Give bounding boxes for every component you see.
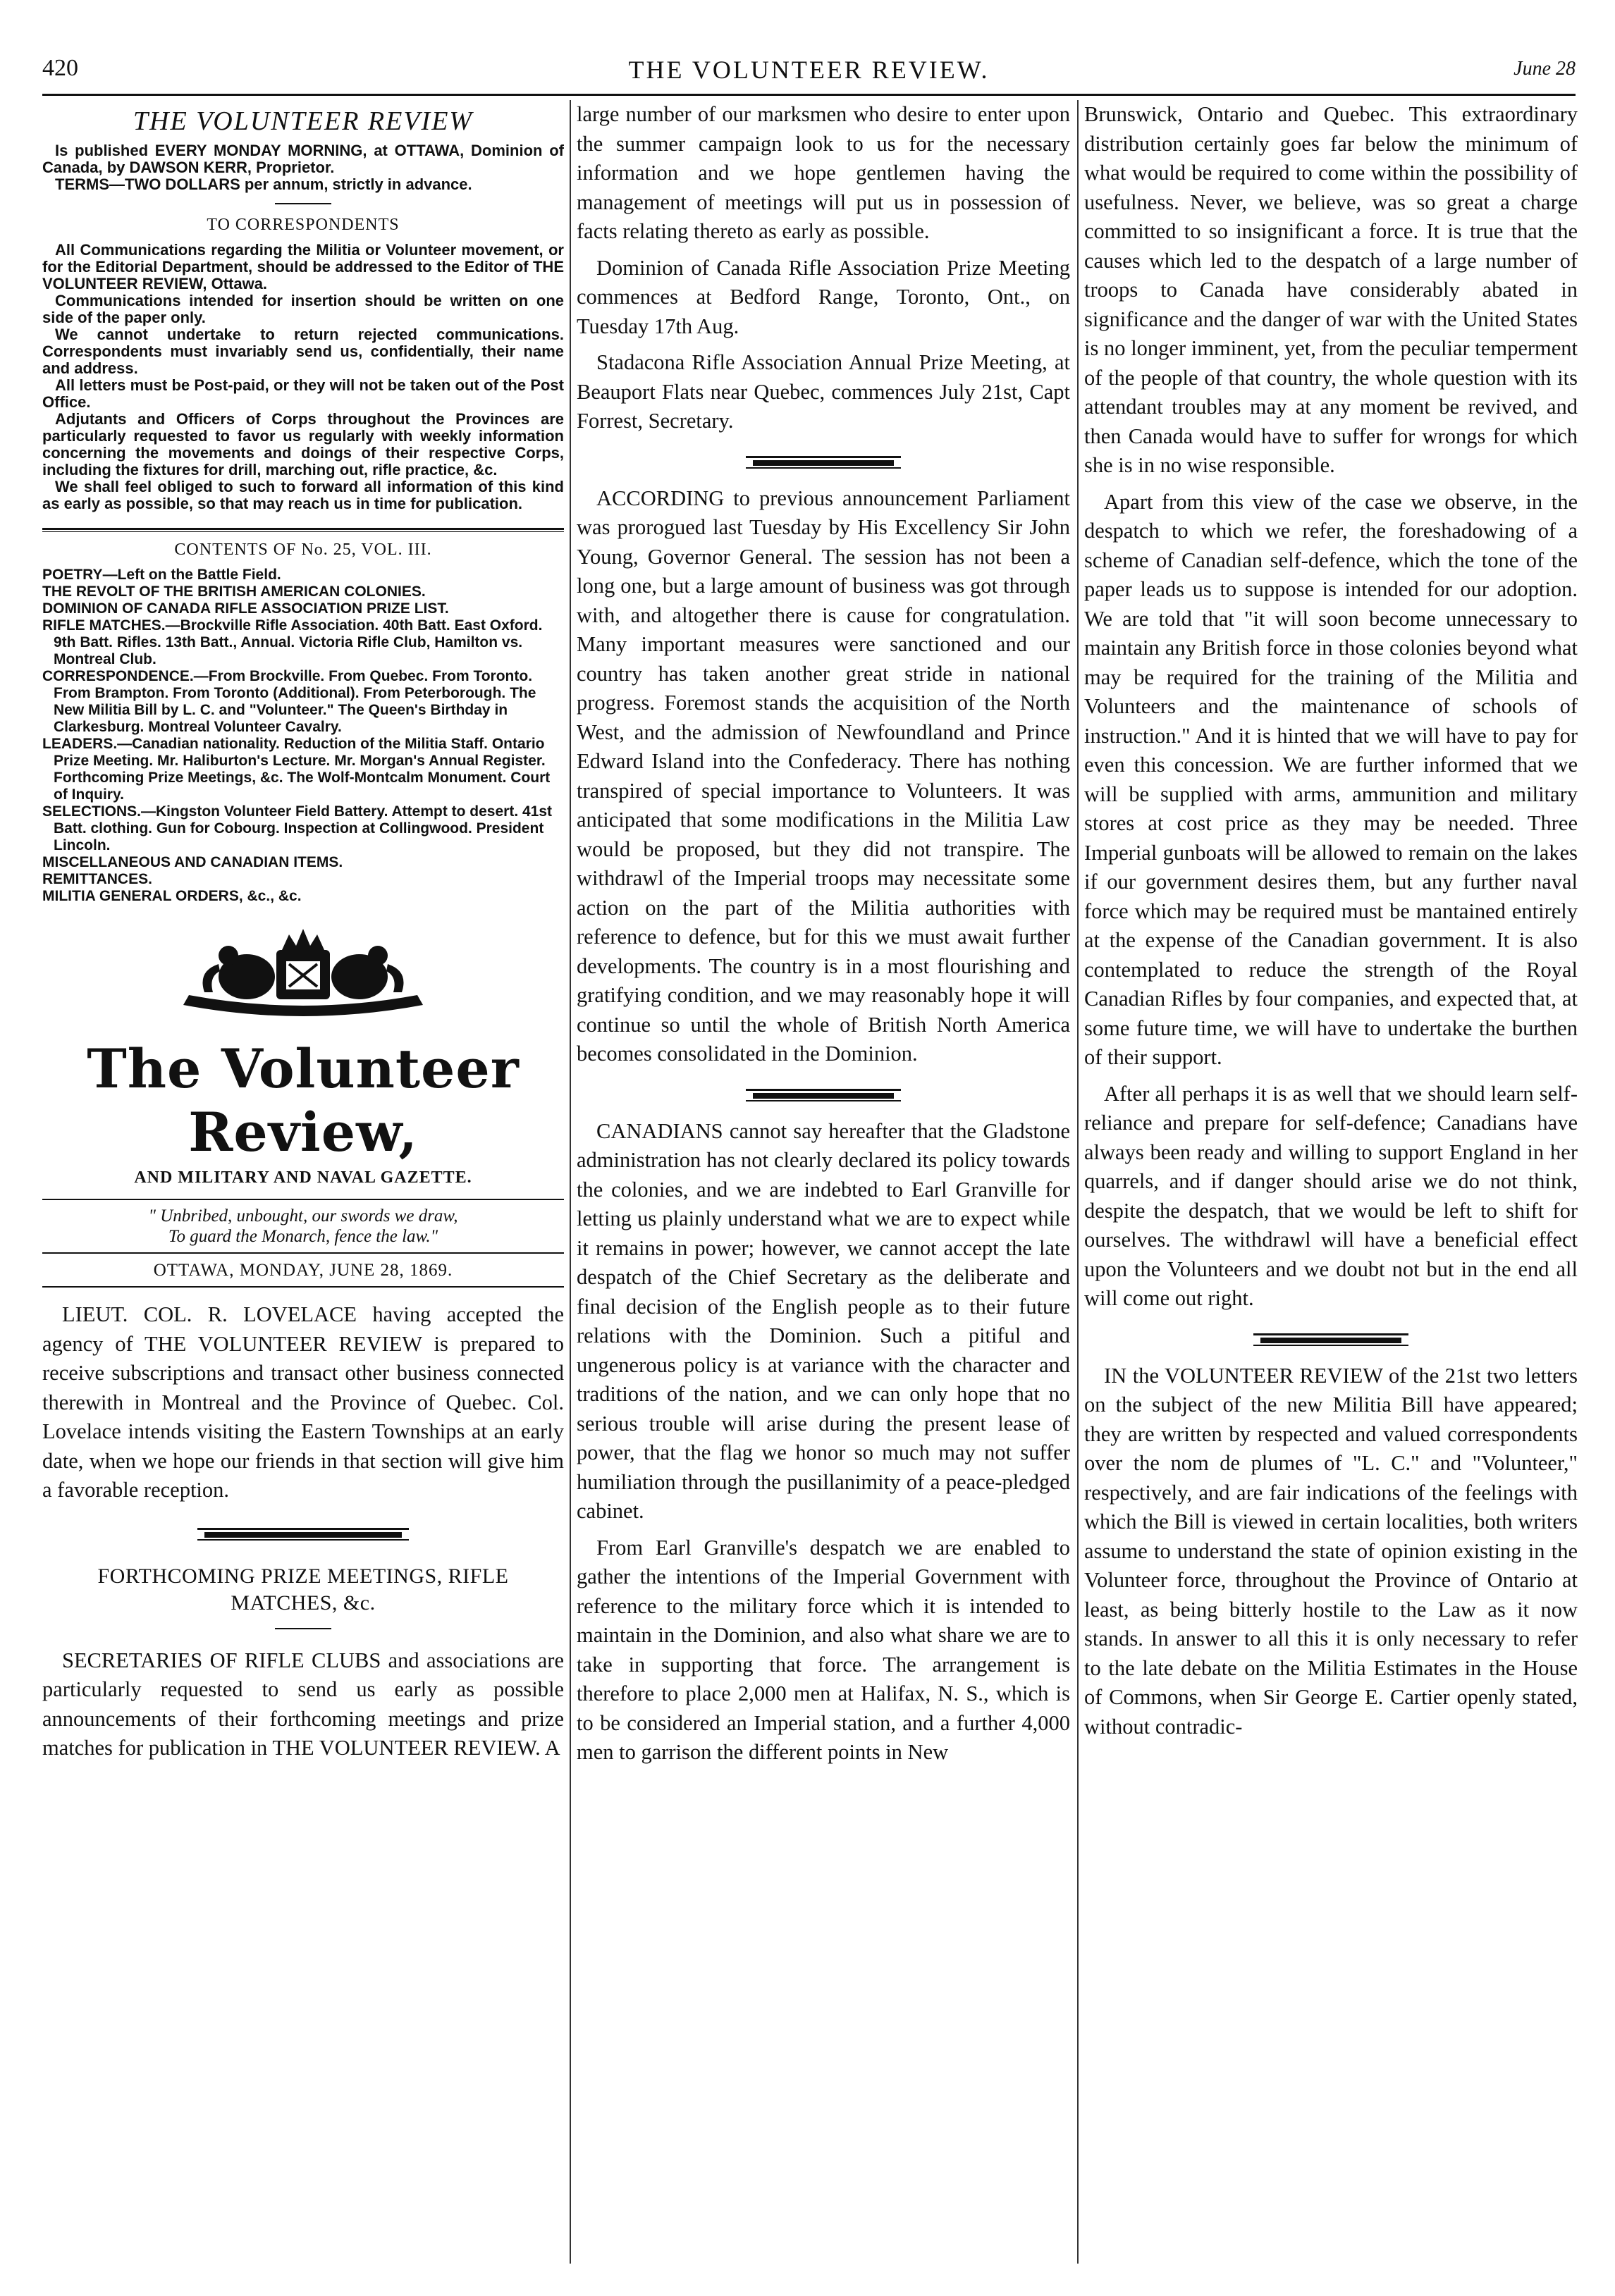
section-heading-line: FORTHCOMING PRIZE MEETINGS, RIFLE <box>97 1564 509 1588</box>
divider <box>42 1286 564 1288</box>
article-paragraph: LIEUT. COL. R. LOVELACE having accepted the agency of THE VOLUNTEER REVIEW is prepared to receive subscriptions and transact other business connected therewith in Montreal and the Province of Quebec. Col. Lovelace intends visiting the Eastern Townships at an early date, when we hope our friends in that section will give him a favorable reception. <box>42 1302 564 1502</box>
motto-line: To guard the Monarch, fence the law." <box>168 1227 438 1246</box>
newspaper-subtitle: AND MILITARY AND NAVAL GAZETTE. <box>134 1168 472 1187</box>
article-paragraph: large number of our marksmen who desire to enter upon the summer campaign look to us for the necessary information and we hope gentlemen having the management of meetings will put us in possession of facts relating thereto as early as possible. <box>577 102 1070 243</box>
divider <box>275 203 331 204</box>
article-body <box>1084 100 1578 1314</box>
contents-item: MISCELLANEOUS AND CANADIAN ITEMS. <box>42 854 343 870</box>
contents-item: RIFLE MATCHES.—Brockville Rifle Association. 40th Batt. East Oxford. 9th Batt. Rifles. 13th Batt., Annual. Victoria Rifle Club, Hamilton vs. Montreal Club. <box>42 617 543 667</box>
divider <box>275 1628 331 1629</box>
running-header <box>42 49 1576 96</box>
article-paragraph: Dominion of Canada Rifle Association Prize Meeting commences at Bedford Range, Toronto, Ont., on Tuesday 17th Aug. <box>577 255 1070 338</box>
article-paragraph: After all perhaps it is as well that we should learn self-reliance and prepare for self-defence; Canadians have always been ready and willing to support England in her quarrels, and if danger should arise we do not think, despite the despatch, that we would be left to shift for ourselves. The withdrawl will have a beneficial effect upon the Volunteers and we doubt not but in the end all will come out right. <box>1084 1081 1578 1310</box>
article-paragraph: Brunswick, Ontario and Quebec. This extraordinary distribution certainly goes far below the minimum of what would be required to come within the possibility of usefulness. Never, we believe, was so great a charge committed to so insignificant a force. It is true that the causes which led to the despatch of a large number of troops to Canada have considerably abated in significance and the danger of war with the United States is no longer imminent, yet, from the peculiar temperment of the people of that country, the whole question with its attendant troubles may at any moment be revived, and then Canada would have to suffer for wrongs for which she is in no wise responsible. <box>1084 102 1578 477</box>
article-body <box>577 100 1070 436</box>
article-paragraph: CANADIANS cannot say hereafter that the Gladstone administration has not clearly declared its policy towards the colonies, and we are indebted to Earl Granville for letting us plainly understand what we are to expect while it remains in power; however, we cannot accept the late despatch of the Chief Secretary as the deliberate and final decision of the English people as to their future relations with the Dominion. Such a pitiful and ungenerous policy is at variance with the character and traditions of the nation, and we can only hope that no serious trouble will arise during the present lease of power, that the flag we honor so much may not suffer humiliation through the pusillanimity of a peace-pledged cabinet. <box>577 1118 1070 1523</box>
correspondents-paragraph: All letters must be Post-paid, or they will not be taken out of the Post Office. <box>42 376 564 411</box>
page-number: 420 <box>42 55 78 81</box>
issue-dateline: OTTAWA, MONDAY, JUNE 28, 1869. <box>153 1261 453 1280</box>
correspondents-notices <box>42 242 564 512</box>
contents-item: LEADERS.—Canadian nationality. Reduction of the Militia Staff. Ontario Prize Meeting. Mr. Haliburton's Lecture. Mr. Morgan's Annual Register. Forthcoming Prize Meetings, &c. The Wolf-Montcalm Monument. Court of Inquiry. <box>42 736 551 803</box>
section-heading <box>42 1563 564 1617</box>
contents-list <box>42 567 564 905</box>
article-paragraph: IN the VOLUNTEER REVIEW of the 21st two letters on the subject of the new Militia Bill have appeared; they are written by respected and valued correspondents over the nom de plumes of "L. C." and "Volunteer," respectively, and are fair indications of the feelings with which the Bill is viewed in certain localities, both writers assume to understand the state of opinion existing in the Volunteer force, throughout the Province of Ontario at least, as being bitterly hostile to the Law as it now stands. In answer to all this it is only necessary to refer to the late debate on the Militia Estimates in the House of Commons, when Sir George E. Cartier openly stated, without contradic- <box>1084 1363 1578 1739</box>
motto <box>42 1206 564 1247</box>
article-body <box>577 484 1070 1069</box>
contents-item: DOMINION OF CANADA RIFLE ASSOCIATION PRIZE LIST. <box>42 600 449 617</box>
masthead-title: THE VOLUNTEER REVIEW <box>133 106 474 136</box>
motto-line: " Unbribed, unbought, our swords we draw, <box>148 1206 458 1226</box>
ornamental-rule-icon <box>746 455 901 470</box>
divider <box>42 1199 564 1200</box>
correspondents-paragraph: All Communications regarding the Militia or Volunteer movement, or for the Editorial Department, should be addressed to the Editor of THE VOLUNTEER REVIEW, Ottawa. <box>42 241 564 292</box>
article-paragraph: SECRETARIES OF RIFLE CLUBS and associations are particularly requested to send us early as possible announcements of their forthcoming meetings and prize matches for publication in THE VOLUNTEER REVIEW. A <box>42 1648 564 1760</box>
article-body <box>1084 1362 1578 1742</box>
correspondents-paragraph: We cannot undertake to return rejected communications. Correspondents must invariably send us, confidentially, their name and address. <box>42 326 564 377</box>
royal-crest-icon <box>155 922 451 1027</box>
ornamental-rule-icon <box>1253 1332 1408 1347</box>
article-paragraph: From Earl Granville's despatch we are enabled to gather the intentions of the Imperial Government with reference to the military force which it is intended to maintain in the Dominion, and also what share we are to take in supporting that force. The arrangement is therefore to place 2,000 men at Halifax, N. S., which is to be considered an Imperial station, and a further 4,000 men to garrison the different points in New <box>577 1535 1070 1764</box>
ornamental-rule-icon <box>746 1087 901 1103</box>
running-date: June 28 <box>1513 58 1576 80</box>
publication-notice-block <box>42 142 564 193</box>
article-body <box>42 1300 564 1505</box>
divider <box>42 528 564 532</box>
contents-item: SELECTIONS.—Kingston Volunteer Field Battery. Attempt to desert. 41st Batt. clothing. Gun for Cobourg. Inspection at Collingwood. President Lincoln. <box>42 803 553 853</box>
column-rule <box>1077 100 1079 2264</box>
article-paragraph: ACCORDING to previous announcement Parliament was prorogued last Tuesday by His Excellency Sir John Young, Governor General. The session has not been a long one, but a large amount of business was got through with, and altogether there is cause for congratulation. Many important measures were sanctioned and our country has taken another great stride in national progress. Foremost stands the acquisition of the North West, and the admission of Newfoundland and Prince Edward Island into the Confederacy. There has nothing transpired of special importance to Volunteers. It was anticipated that some modifications in the Militia Law would be proposed, but they did not transpire. The withdrawl of the Imperial troops may necessitate some action on the part of the Militia authorities with reference to defence, but for this we must await further developments. The country is in a most flourishing and gratifying condition, and we may reasonably hope it will continue so until the whole of British North America becomes consolidated in the Dominion. <box>577 486 1070 1066</box>
publication-notice: Is published EVERY MONDAY MORNING, at OTTAWA, Dominion of Canada, by DAWSON KERR, Proprietor. <box>42 142 564 176</box>
column-3 <box>1084 100 1578 1741</box>
column-1 <box>42 100 564 1763</box>
correspondents-paragraph: We shall feel obliged to such to forward all information of this kind as early as possible, so that may reach us in time for publication. <box>42 478 564 512</box>
column-rule <box>570 100 571 2264</box>
section-heading-line: MATCHES, &c. <box>231 1591 376 1615</box>
article-paragraph: Apart from this view of the case we observe, in the despatch to which we refer, the foreshadowing of a scheme of Canadian self-defence, which the tone of the paper leads us to suppose is intended for our adoption. We are told that "it will soon become unnecessary to maintain any British force in those colonies beyond what may be required for the training of the Militia and Volunteers and the maintenance of schools of instruction." And it is hinted that we will have to pay for even this concession. We are further informed that we will be supplied with arms, ammunition and military stores at cost price as they may be needed. Three Imperial gunboats will be allowed to remain on the lakes if our government desires them, but any further naval force which may be required must be mantained entirely at the expense of the Canadian government. It is also contemplated to reduce the strength of the Royal Canadian Rifles by four companies, and expected that, at some future time, we will have to undertake the burthen of their support. <box>1084 489 1578 1069</box>
running-title: THE VOLUNTEER REVIEW. <box>628 56 990 84</box>
divider <box>42 1252 564 1254</box>
correspondents-paragraph: Adjutants and Officers of Corps throughout the Provinces are particularly requested to favor us regularly with weekly information concerning the movements and doings of their respective Corps, including the fixtures for drill, marching out, rifle practice, &c. <box>42 410 564 479</box>
ornamental-rule-icon <box>197 1526 409 1542</box>
article-body <box>577 1117 1070 1767</box>
newspaper-name: The Volunteer Review, <box>87 1037 520 1164</box>
column-2 <box>577 100 1070 1767</box>
contents-item: CORRESPONDENCE.—From Brockville. From Quebec. From Toronto. From Brampton. From Toronto (Additional). From Peterborough. The New Militia Bill by L. C. and "Volunteer." The Queen's Birthday in Clarkesburg. Montreal Volunteer Cavalry. <box>42 668 536 735</box>
correspondents-heading: TO CORRESPONDENTS <box>207 216 400 234</box>
contents-item: POETRY—Left on the Battle Field. <box>42 567 281 583</box>
contents-item: THE REVOLT OF THE BRITISH AMERICAN COLONIES. <box>42 584 426 600</box>
article-body <box>42 1646 564 1763</box>
contents-item: REMITTANCES. <box>42 871 152 887</box>
article-paragraph: Stadacona Rifle Association Annual Prize Meeting, at Beauport Flats near Quebec, commences July 21st, Capt Forrest, Secretary. <box>577 350 1070 433</box>
contents-heading: CONTENTS OF No. 25, VOL. III. <box>174 541 432 559</box>
contents-item: MILITIA GENERAL ORDERS, &c., &c. <box>42 888 302 904</box>
correspondents-paragraph: Communications intended for insertion should be written on one side of the paper only. <box>42 292 564 326</box>
terms-notice: TERMS—TWO DOLLARS per annum, strictly in advance. <box>55 175 472 193</box>
